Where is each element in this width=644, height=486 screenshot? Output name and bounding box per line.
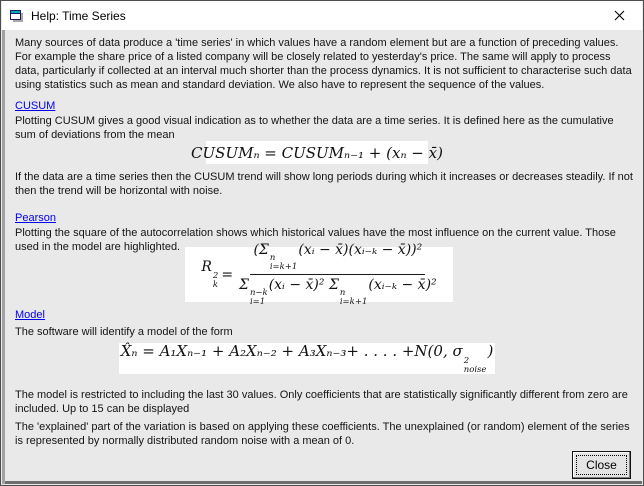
cusum-link[interactable]: CUSUM — [15, 100, 56, 112]
titlebar-close-button[interactable] — [597, 1, 642, 30]
intro-paragraph: Many sources of data produce a 'time series' in which values have a random element but are a function of preceding values. For example the share price of a listed company will be closely related to yesterday's price. The same will apply to process data, particularly if collected at an interval much shorter than the process dynamics. It is not sufficient to characterise such data using statistics such as mean and standard deviation. We also have to represent the sequence of the values. — [15, 37, 632, 91]
pearson-lhs: R 2 k — [201, 259, 219, 290]
model-link[interactable]: Model — [15, 309, 45, 321]
titlebar[interactable] — [2, 1, 642, 30]
cusum-formula — [191, 141, 443, 164]
pearson-numerator: (Σ n i=k+1 (xᵢ − x̄)(xᵢ₋ₖ − x̄))² — [250, 242, 425, 275]
form-icon — [9, 9, 24, 23]
model-formula-text: X̂ₙ = A₁Xₙ₋₁ + A₂Xₙ₋₂ + A₃Xₙ₋₃+ . . . . +N(0, σ 2 noise ) — [120, 342, 494, 375]
dialog-body — [2, 30, 642, 484]
cusum-formula-text: CUSUMₙ = CUSUMₙ₋₁ + (xₙ − x̄) — [191, 143, 443, 162]
pearson-description: Plotting the square of the autocorrelation shows which historical values have the most influence on the current value. Those used in the model are highlighted. — [15, 227, 616, 253]
pearson-denominator: Σ n−k i=1 (xᵢ − x̄)² Σ n i=k+1 (xᵢ₋ₖ − x̄)² — [239, 277, 437, 308]
close-button-label: Close — [576, 455, 627, 475]
equals-sign: = — [221, 266, 234, 283]
pearson-fraction — [239, 242, 437, 307]
explained-variation-paragraph: The 'explained' part of the variation is based on applying these coefficients. The unexplained (or random) element of the series is represented by normally distributed random noise with a mean of 0. — [15, 421, 630, 447]
cusum-interpretation: If the data are a time series then the CUSUM trend will show long periods during which it increases or decreases steadily. If not then the trend will be horizontal with noise. — [15, 171, 633, 197]
model-description: The software will identify a model of the form — [15, 326, 233, 338]
close-button[interactable] — [572, 451, 631, 479]
pearson-formula — [185, 241, 453, 308]
model-formula — [119, 343, 495, 374]
cusum-description: Plotting CUSUM gives a good visual indication as to whether the data are a time series. It is defined here as the cumulative sum of deviations from the mean — [15, 115, 614, 141]
pearson-link[interactable]: Pearson — [15, 212, 56, 224]
window-title: Help: Time Series — [31, 8, 126, 23]
close-icon — [614, 10, 625, 21]
model-restriction-paragraph: The model is restricted to including the last 30 values. Only coefficients that are statistically significantly different from zero are included. Up to 15 can be displayed — [15, 389, 628, 415]
